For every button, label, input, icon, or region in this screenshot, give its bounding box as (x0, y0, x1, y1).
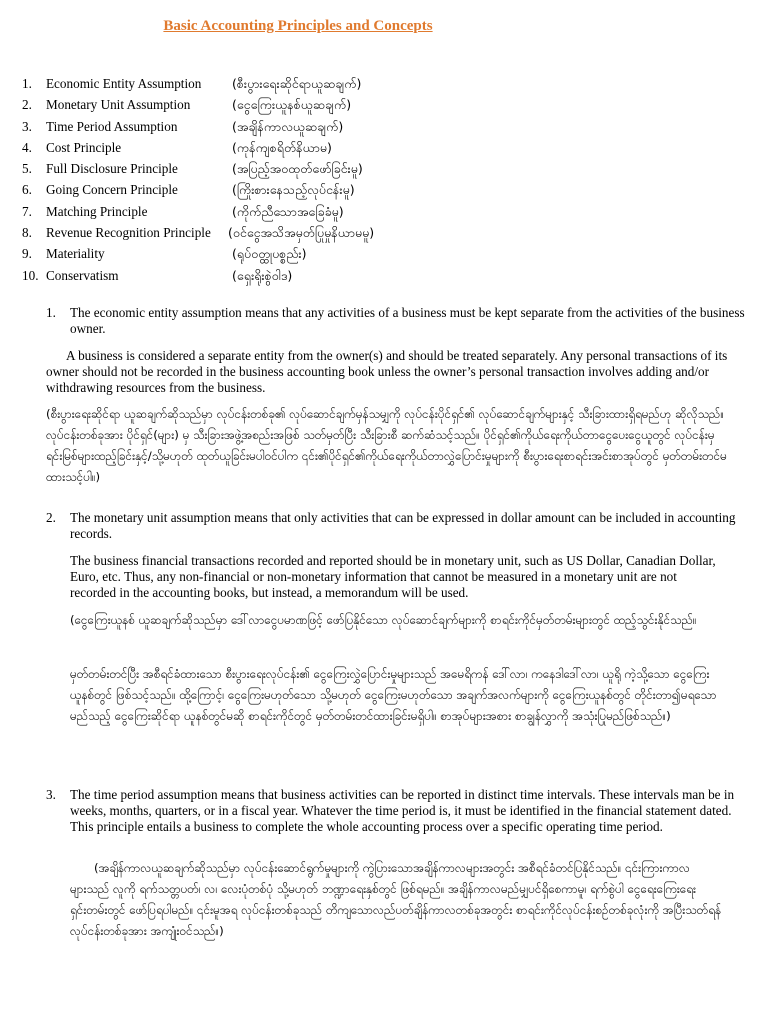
item-english: Conservatism (46, 267, 119, 283)
item-myanmar: (ကြိုးစားနေသည့်လုပ်ငန်းမူ) (232, 182, 355, 198)
item-english: Full Disclosure Principle (46, 161, 178, 177)
section-2-myanmar-1: (ငွေကြေးယူနစ် ယူဆချက်ဆိုသည်မှာ ဒေါ်လာငွေပမာဏဖြင့် ဖော်ပြနိုင်သော လုပ်ဆောင်ချက်များကို စာရင်းကိုင်မှတ်တမ်းများတွင် ထည့်သွင်းနိုင်သည်။ (70, 613, 697, 627)
section-2-myanmar-2: မှတ်တမ်းတင်ပြီး အစီရင်ခံထားသော စီးပွားရေးလုပ်ငန်း၏ ငွေကြေးလွှဲပြောင်းမှုများသည် အမေရိကန် ဒေါ်လာ၊ ကနေဒါဒေါ်လာ၊ ယူရို ကဲ့သို့သော ငွေကြေးယူနစ်တွင် ဖြစ်သင့်သည်။ ထို့ကြောင့်၊ ငွေကြေးမဟုတ်သော သို့မဟုတ် ငွေကြေးမဟုတ်သော အချက်အလက်များကို ငွေကြေးယူနစ်တွင် တိုင်းတာ၍မရသော မည်သည့် ငွေကြေးဆိုင်ရာ ယူနစ်တွင်မဆို စာရင်းကိုင်တွင် မှတ်တမ်းတင်ထားခြင်းမရှိပါ။ စာအုပ်များအစား စာချွန်လွှာကို အသုံးပြုမည်ဖြစ်သည်။) (70, 667, 717, 723)
list-item (22, 246, 722, 267)
item-english: Time Period Assumption (46, 118, 178, 134)
section-2-heading (46, 510, 750, 542)
item-number: 4. (22, 139, 32, 155)
section-1-myanmar: (စီးပွားရေးဆိုင်ရာ ယူဆချက်ဆိုသည်မှာ လုပ်ငန်းတစ်ခု၏ လုပ်ဆောင်ချက်မှန်သမျှကို လုပ်ငန်းပိုင်ရှင်၏ လုပ်ဆောင်ချက်များနှင့် သီးခြားထားရှိရမည်ဟု ဆိုလိုသည်။လုပ်ငန်းတစ်ခုအား ပိုင်ရှင်(များ) မှ သီးခြားအဖွဲ့အစည်းအဖြစ် သတ်မှတ်ပြီး သီးခြားစီ ဆက်ဆံသင့်သည်။ ပိုင်ရှင်၏ကိုယ်ရေးကိုယ်တာငွေပေးငွေယူတွင် လုပ်ငန်းမှရင်းမြစ်များထည့်ခြင်းနှင့်/သို့မဟုတ် ထုတ်ယူခြင်းမပါဝင်ပါက ၎င်း၏ပိုင်ရှင်၏ကိုယ်ရေးကိုယ်တာလွှဲပြောင်းမှုများကို စီးပွားရေးစာရင်းအင်းစာအုပ်တွင် မှတ်တမ်းတင်မထားသင့်ပါ။) (46, 407, 727, 484)
section-3-heading (46, 787, 752, 836)
item-number: 1. (22, 76, 32, 91)
list-item (22, 204, 722, 225)
item-number: 7. (22, 203, 32, 219)
item-myanmar: (ကုန်ကျစရိတ်နိယာမ) (232, 139, 332, 155)
item-number: 3. (22, 118, 32, 134)
item-english: Materiality (46, 246, 105, 262)
list-item (22, 97, 722, 118)
list-item (22, 225, 722, 246)
item-number: 8. (22, 225, 32, 241)
item-myanmar: (စီးပွားရေးဆိုင်ရာယူဆချက်) (232, 76, 362, 91)
section-heading-text: The time period assumption means that business activities can be reported in distinct time intervals. These intervals man be in weeks, months, quarters, or in a fiscal year. Whatever the time period is, it must be identified in the financial statement dated. This principle entails a business to complete the whole accounting process over a specific operating time period. (70, 787, 735, 835)
list-item (22, 182, 722, 203)
item-myanmar: (အပြည့်အဝထုတ်ဖော်ခြင်းမူ) (232, 161, 363, 177)
item-english: Revenue Recognition Principle (46, 225, 211, 241)
section-heading-text: The monetary unit assumption means that only activities that can be expressed in dollar amount can be included in accounting records. (70, 510, 736, 542)
item-number: 6. (22, 182, 32, 198)
list-item (22, 161, 722, 182)
item-myanmar: (ဝင်ငွေအသိအမှတ်ပြုမှုနိယာမမူ) (228, 225, 375, 241)
item-number: 2. (22, 97, 32, 113)
item-number: 5. (22, 161, 32, 177)
item-number: 10. (22, 267, 39, 283)
section-number: 2. (46, 510, 56, 525)
list-item (22, 140, 722, 161)
section-1-heading (46, 305, 750, 337)
item-myanmar: (ကိုက်ညီသောအခြေခံမူ) (232, 203, 344, 219)
item-myanmar: (ငွေကြေးယူနစ်ယူဆချက်) (232, 97, 352, 113)
item-english: Economic Entity Assumption (46, 76, 202, 91)
section-1-body: A business is considered a separate entity from the owner(s) and should be treated separately. Any personal transactions of its owner should not be recorded in the business accounting book unless the owner’s personal transaction involves adding and/or withdrawing resources from the business. (46, 348, 728, 396)
section-2-body: The business financial transactions recorded and reported should be in monetary unit, such as US Dollar, Canadian Dollar, Euro, etc. Thus, any non-financial or non-monetary information that cannot be measured in a monetary unit are not recorded in the accounting books, but instead, a memorandum will be used. (70, 553, 716, 601)
item-english: Going Concern Principle (46, 182, 178, 198)
item-myanmar: (ရှေးရိုးစွဲဝါဒ) (232, 267, 293, 283)
page-title: Basic Accounting Principles and Concepts (163, 18, 433, 34)
list-item (22, 76, 722, 97)
principles-list (22, 76, 722, 289)
item-myanmar: (အချိန်ကာလယူဆချက်) (232, 118, 344, 134)
item-english: Monetary Unit Assumption (46, 97, 191, 113)
item-english: Matching Principle (46, 203, 148, 219)
item-english: Cost Principle (46, 139, 122, 155)
section-number: 1. (46, 305, 56, 320)
section-3-myanmar: (အချိန်ကာလယူဆချက်ဆိုသည်မှာ လုပ်ငန်းဆောင်ရွက်မှုများကို ကွဲပြားသောအချိန်ကာလများအတွင်း အစီရင်ခံတင်ပြနိုင်သည်။ ၎င်းကြားကာလများသည် လူကို ရက်သတ္တပတ်၊ လ၊ လေးပုံတစ်ပုံ သို့မဟုတ် ဘဏ္ဍာရေးနှစ်တွင် ဖြစ်ရမည်။ အချိန်ကာလမည်မျှပင်ရှိစေကာမူ၊ ရက်စွဲပါ ငွေရေးကြေးရေးရှင်းတမ်းတွင် ဖော်ပြရပါမည်။ ၎င်းမူအရ လုပ်ငန်းတစ်ခုသည် တိကျသောလည်ပတ်ချိန်ကာလတစ်ခုအတွင်း စာရင်းကိုင်လုပ်ငန်းစဉ်တစ်ခုလုံးကို အပြီးသတ်ရန် လုပ်ငန်းတစ်ခုအား အကျုံးဝင်သည်။) (70, 861, 722, 938)
section-number: 3. (46, 787, 56, 802)
section-heading-text: The economic entity assumption means that any activities of a business must be kept separate from the activities of the business owner. (70, 305, 745, 337)
item-number: 9. (22, 246, 32, 262)
list-item (22, 268, 722, 289)
list-item (22, 119, 722, 140)
item-myanmar: (ရုပ်ဝတ္ထုပစ္စည်း) (232, 246, 307, 262)
